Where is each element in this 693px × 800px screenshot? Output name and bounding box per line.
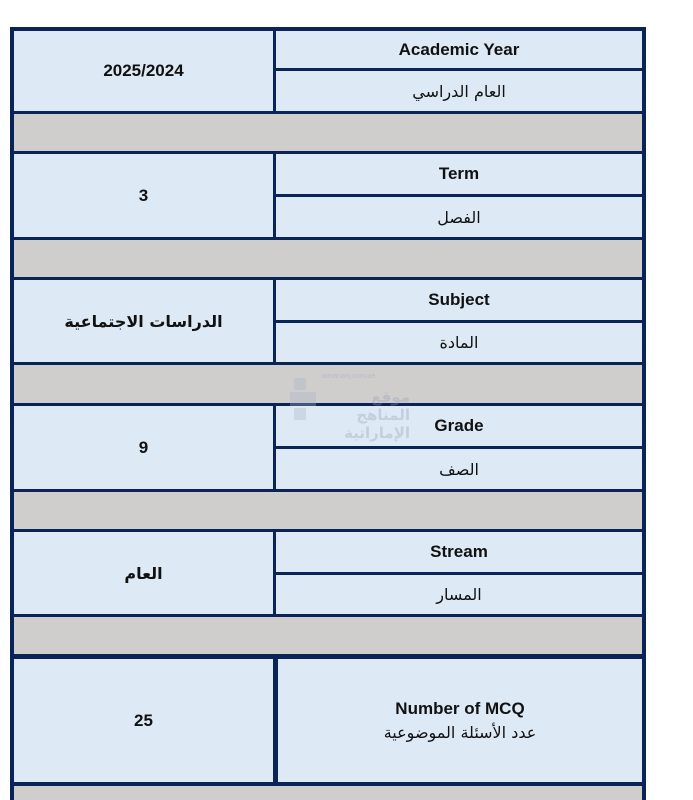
term-label-en: Term: [276, 154, 642, 194]
mcq-label-en: Number of MCQ: [395, 698, 525, 718]
grade-value: 9: [14, 406, 273, 489]
mcq-label: [278, 659, 642, 782]
subject-label-ar: المادة: [276, 323, 642, 362]
term-value: 3: [14, 154, 273, 237]
subject-label-en: Subject: [276, 280, 642, 320]
academic-year-label-en: Academic Year: [276, 31, 642, 68]
separator-bar: [14, 365, 642, 403]
stream-label-en: Stream: [276, 532, 642, 572]
separator-bar: [14, 240, 642, 277]
academic-year-label-ar: العام الدراسي: [276, 71, 642, 111]
separator-bar: [14, 492, 642, 529]
watermark-url: almanahj.com/ae: [322, 373, 376, 380]
info-table: [10, 27, 646, 800]
separator-bar: [14, 617, 642, 654]
subject-value: الدراسات الاجتماعية: [14, 280, 273, 362]
stream-label-ar: المسار: [276, 575, 642, 614]
mcq-label-ar: عدد الأسئلة الموضوعية: [383, 722, 537, 742]
stream-value: العام: [14, 532, 273, 614]
separator-bar: [14, 786, 642, 800]
term-label-ar: الفصل: [276, 197, 642, 237]
grade-label-ar: الصف: [276, 449, 642, 489]
grade-label-en: Grade: [276, 406, 642, 446]
mcq-value: 25: [14, 659, 273, 782]
separator-bar: [14, 114, 642, 151]
academic-year-value: 2025/2024: [14, 31, 273, 111]
watermark-text: موقع المناهج الإماراتية: [344, 388, 410, 442]
